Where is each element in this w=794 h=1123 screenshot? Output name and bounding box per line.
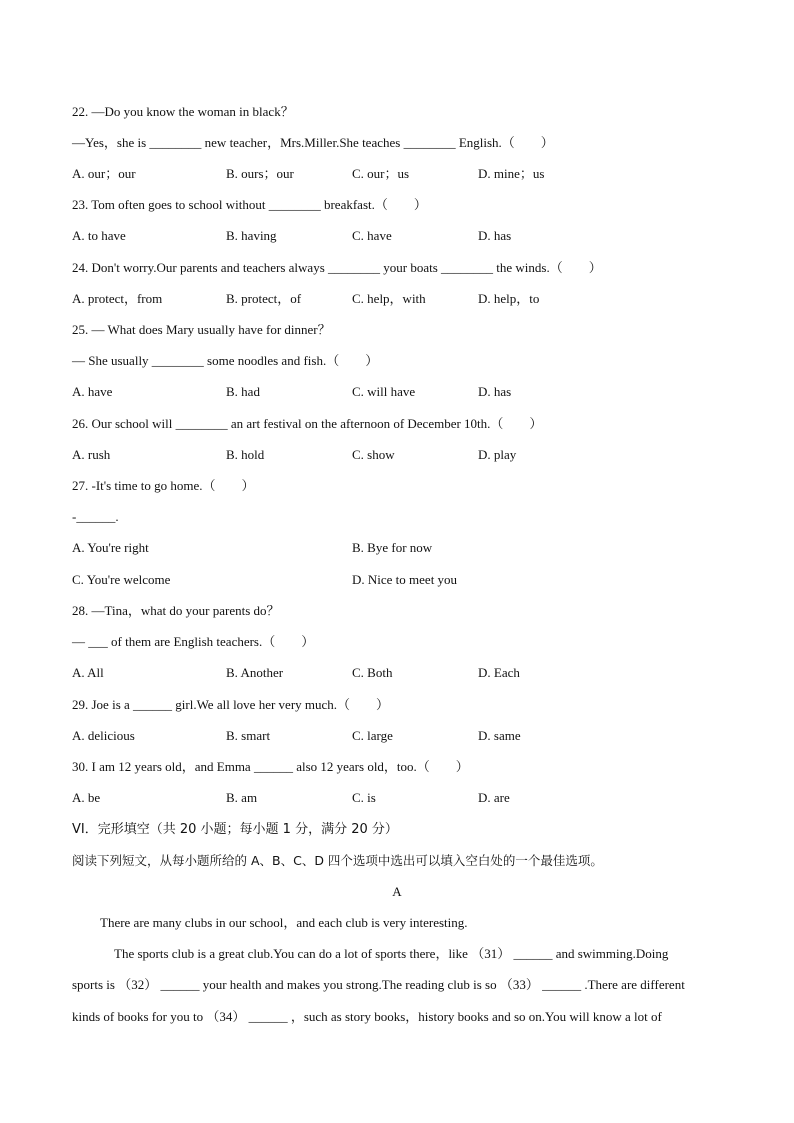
question-25-stem: 25. — What does Mary usually have for dinner？	[72, 322, 331, 337]
option-d: D. same	[478, 728, 521, 743]
option-a: A. delicious	[72, 728, 135, 743]
option-b: B. smart	[226, 728, 271, 743]
passage-label: A	[392, 884, 402, 899]
option-d: D. has	[478, 228, 512, 243]
option-a: A. All	[72, 665, 104, 680]
option-a: A. You're right	[72, 540, 149, 555]
option-c: C. will have	[352, 384, 416, 399]
option-a: A. to have	[72, 228, 126, 243]
option-c: C. You're welcome	[72, 572, 171, 587]
option-a: A. rush	[72, 447, 111, 462]
option-c: C. have	[352, 228, 392, 243]
option-d: D. Each	[478, 665, 520, 680]
section-instruction: 阅读下列短文，从每小题所给的 A、B、C、D 四个选项中选出可以填入空白处的一个最佳选项。	[72, 853, 603, 868]
option-c: C. is	[352, 790, 376, 805]
option-b: B. ours；our	[226, 166, 294, 181]
option-c: C. our；us	[352, 166, 410, 181]
option-d: D. are	[478, 790, 510, 805]
passage-line-2: The sports club is a great club.You can do a lot of sports there，like （31） ______ and swimming.Doing	[114, 946, 669, 961]
question-22-stem-2: —Yes，she is ________ new teacher，Mrs.Miller.She teaches ________ English.（ ）	[72, 135, 554, 150]
option-a: A. be	[72, 790, 101, 805]
option-c: C. Both	[352, 665, 393, 680]
option-d: D. has	[478, 384, 512, 399]
passage-line-3: sports is （32） ______ your health and makes you strong.The reading club is so （33） ______ .There are different	[72, 977, 685, 992]
question-29-stem: 29. Joe is a ______ girl.We all love her very much.（ ）	[72, 697, 390, 712]
question-27-reply: -______.	[72, 509, 119, 524]
option-a: A. our；our	[72, 166, 136, 181]
option-d: D. play	[478, 447, 517, 462]
question-22-stem: 22. —Do you know the woman in black？	[72, 104, 294, 119]
option-d: D. mine；us	[478, 166, 545, 181]
passage-line-4: kinds of books for you to （34） ______ ，such as story books，history books and so on.You will know a lot of	[72, 1009, 662, 1024]
section-heading: VI．完形填空（共 20 小题；每小题 1 分，满分 20 分）	[72, 822, 398, 837]
option-b: B. having	[226, 228, 277, 243]
question-24-stem: 24. Don't worry.Our parents and teachers always ________ your boats ________ the winds.（ ）	[72, 260, 602, 275]
option-a: A. protect，from	[72, 291, 163, 306]
question-26-stem: 26. Our school will ________ an art festival on the afternoon of December 10th.（ ）	[72, 416, 543, 431]
question-23-stem: 23. Tom often goes to school without ________ breakfast.（ ）	[72, 197, 427, 212]
question-25-stem-2: — She usually ________ some noodles and fish.（ ）	[72, 353, 379, 368]
option-b: B. Another	[226, 665, 284, 680]
option-c: C. large	[352, 728, 393, 743]
passage-line-1: There are many clubs in our school，and each club is very interesting.	[100, 915, 468, 930]
option-b: B. am	[226, 790, 258, 805]
option-c: C. show	[352, 447, 395, 462]
question-30-stem: 30. I am 12 years old，and Emma ______ also 12 years old，too.（ ）	[72, 759, 469, 774]
option-b: B. Bye for now	[352, 540, 433, 555]
option-b: B. hold	[226, 447, 265, 462]
question-28-stem-2: — ___ of them are English teachers.（ ）	[72, 634, 315, 649]
option-b: B. had	[226, 384, 260, 399]
option-d: D. help，to	[478, 291, 540, 306]
question-28-stem: 28. —Tina，what do your parents do？	[72, 603, 280, 618]
question-27-stem: 27. -It's time to go home.（ ）	[72, 478, 255, 493]
option-b: B. protect，of	[226, 291, 302, 306]
option-c: C. help，with	[352, 291, 426, 306]
option-d: D. Nice to meet you	[352, 572, 458, 587]
option-a: A. have	[72, 384, 113, 399]
